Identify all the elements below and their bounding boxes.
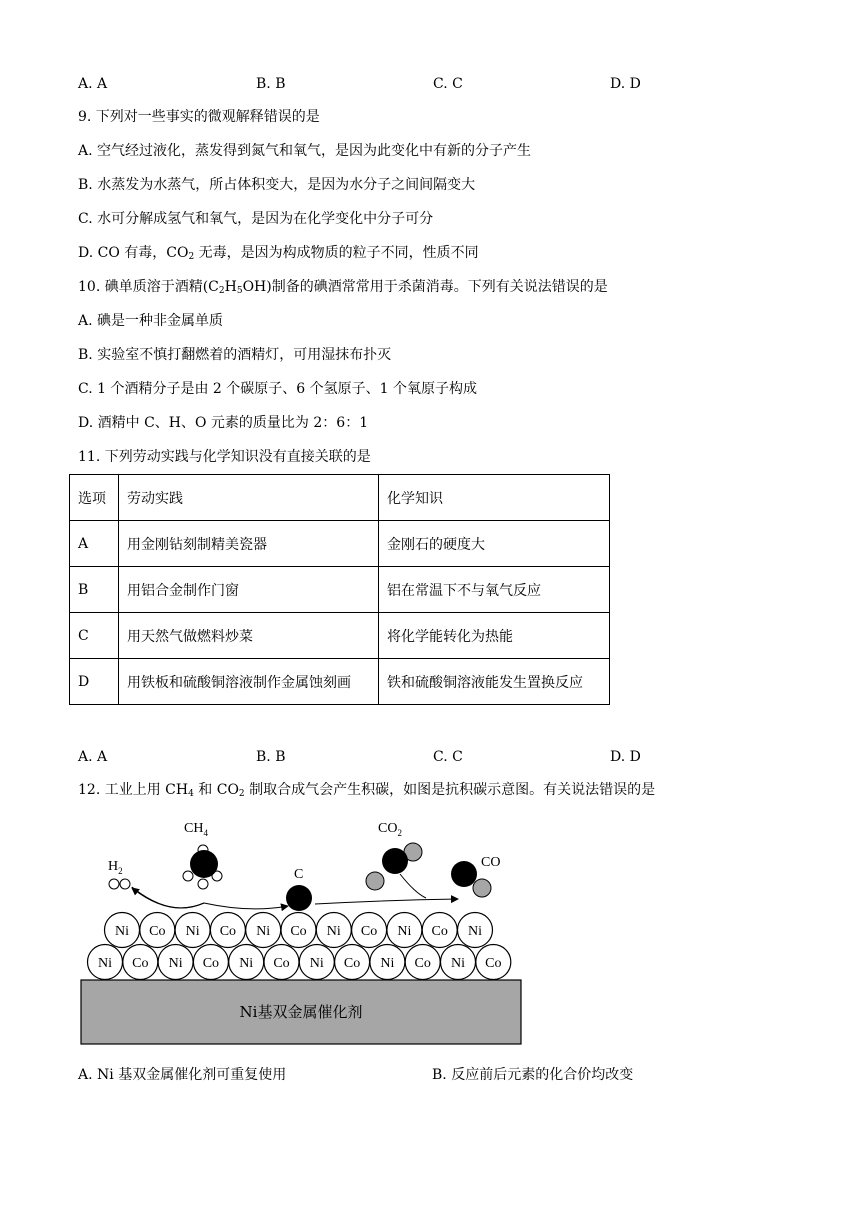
carbon-atom (286, 885, 312, 911)
q11-option-c: C. C (433, 749, 463, 765)
catalyst-atom-label: Co (273, 956, 290, 971)
q11-stem: 11. 下列劳动实践与化学知识没有直接关联的是 (78, 449, 371, 465)
table-cell: 铝在常温下不与氧气反应 (379, 567, 610, 613)
table-cell: B (70, 567, 119, 613)
catalyst-atom-label: Ni (309, 956, 324, 971)
arrow-to-c (204, 903, 288, 909)
q10-option-d: D. 酒精中 C、H、O 元素的质量比为 2：6：1 (78, 415, 369, 431)
catalyst-atom-label: Ni (185, 924, 200, 939)
q8-option-a: A. A (78, 76, 108, 92)
q10-stem: 10. 碘单质溶于酒精$(C_2H_5OH)$制备的碘酒常常用于杀菌消毒。下列有关说法错误的是 (78, 279, 608, 296)
catalyst-atom-label: Ni (168, 956, 183, 971)
q8-option-b: B. B (256, 76, 286, 92)
catalyst-atom-label: Co (431, 924, 448, 939)
q12-option-a: A. Ni 基双金属催化剂可重复使用 (78, 1067, 287, 1083)
table-cell: 将化学能转化为热能 (379, 613, 610, 659)
catalyst-atom-label: Co (219, 924, 237, 939)
q12-option-b: B. 反应前后元素的化合价均改变 (432, 1067, 634, 1083)
table-cell: 用铁板和硫酸铜溶液制作金属蚀刻画 (119, 659, 379, 705)
catalyst-atom-label: Co (202, 956, 220, 971)
c-label: C (294, 867, 304, 882)
catalyst-atom-label: Ni (115, 924, 129, 939)
co2-label: $CO_2$ (378, 821, 402, 838)
arrow-to-h2 (132, 887, 204, 908)
q9-option-d: D. CO 有毒，$CO_2$ 无毒，是因为构成物质的粒子不同，性质不同 (78, 245, 479, 262)
q10-option-a: A. 碘是一种非金属单质 (78, 313, 224, 329)
table-cell: D (70, 659, 119, 705)
table-header-row (70, 475, 610, 521)
table-header-cell: 化学知识 (379, 475, 610, 521)
q11-option-b: B. B (256, 749, 286, 765)
table-cell: 用铝合金制作门窗 (119, 567, 379, 613)
anti-carbon-deposition-diagram (70, 808, 530, 1048)
q11-table (69, 474, 610, 705)
table-row (70, 613, 610, 659)
table-header-cell: 选项 (70, 475, 119, 521)
q9-option-c: C. 水可分解成氢气和氧气，是因为在化学变化中分子可分 (78, 211, 434, 227)
table-row (70, 567, 610, 613)
q12-stem: 12. 工业上用 $CH_4$ 和 $CO_2$ 制取合成气会产生积碳，如图是抗积碳示意图。有关说法错误的是 (78, 782, 656, 799)
q10-option-c: C. 1 个酒精分子是由 2 个碳原子、6 个氢原子、1 个氧原子构成 (78, 381, 477, 397)
table-row (70, 521, 610, 567)
ch4-label: $CH_4$ (184, 821, 208, 838)
table-cell: 用金刚钻刻制精美瓷器 (119, 521, 379, 567)
catalyst-atom-label: Co (360, 924, 378, 939)
table-cell: 铁和硫酸铜溶液能发生置换反应 (379, 659, 610, 705)
q10-option-b: B. 实验室不慎打翻燃着的酒精灯，可用湿抹布扑灭 (78, 347, 392, 363)
catalyst-atom-label: Co (414, 956, 431, 971)
catalyst-atom-label: Ni (397, 924, 412, 939)
table-header-cell: 劳动实践 (119, 475, 379, 521)
q9-stem: 9. 下列对一些事实的微观解释错误的是 (78, 109, 320, 125)
ch4-molecule (183, 845, 222, 889)
table-cell: A (70, 521, 119, 567)
table-cell: 金刚石的硬度大 (379, 521, 610, 567)
catalyst-atom-label: Ni (326, 924, 341, 939)
arrow-co2-merge (400, 874, 426, 898)
catalyst-atom-label: Ni (468, 924, 482, 939)
catalyst-atom-label: Ni (380, 956, 395, 971)
catalyst-atom-label: Ni (98, 956, 112, 971)
table-cell: 用天然气做燃料炒菜 (119, 613, 379, 659)
catalyst-atom-label: Co (485, 956, 502, 971)
catalyst-label: Ni基双金属催化剂 (239, 1003, 363, 1021)
catalyst-atom-label: Ni (451, 956, 465, 971)
h2-label: $H_2$ (108, 859, 123, 876)
catalyst-atom-label: Co (290, 924, 307, 939)
catalyst-atom-label: Co (343, 956, 361, 971)
table-cell: C (70, 613, 119, 659)
catalyst-atom-label: Co (132, 956, 149, 971)
h2-molecule (109, 879, 130, 889)
q8-option-c: C. C (433, 76, 463, 92)
catalyst-atom-label: Co (149, 924, 166, 939)
arrow-h2-head (132, 888, 204, 908)
catalyst-bottom-row (88, 945, 511, 980)
catalyst-atom-label: Ni (256, 924, 271, 939)
q11-option-a: A. A (78, 749, 108, 765)
table-row (70, 659, 610, 705)
arrow-c-to-co (315, 899, 458, 904)
co-label: CO (481, 855, 501, 870)
q11-option-d: D. D (610, 749, 641, 765)
catalyst-atom-label: Ni (239, 956, 254, 971)
q9-option-a: A. 空气经过液化，蒸发得到氮气和氧气，是因为此变化中有新的分子产生 (78, 143, 532, 159)
co2-molecule (366, 843, 422, 890)
q9-option-b: B. 水蒸发为水蒸气，所占体积变大，是因为水分子之间间隔变大 (78, 177, 476, 193)
q8-option-d: D. D (610, 76, 641, 92)
catalyst-top-row (105, 913, 493, 948)
